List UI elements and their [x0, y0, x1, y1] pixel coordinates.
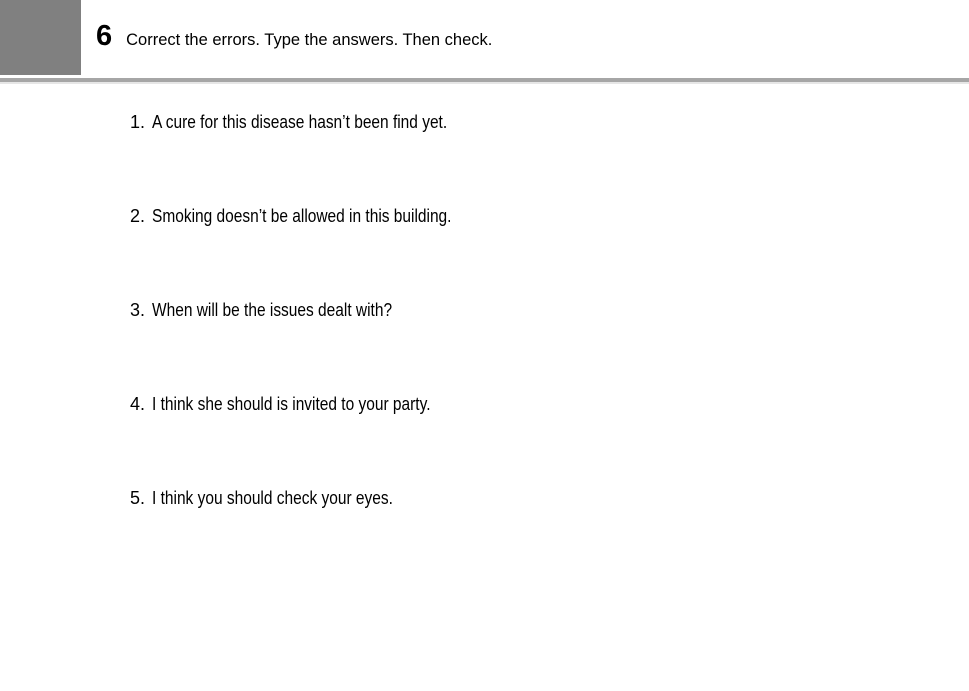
sentence-number: 5.	[130, 488, 146, 508]
exercise-number: 6	[96, 20, 113, 52]
sentence-item	[130, 204, 500, 298]
sentence-number: 1.	[130, 112, 146, 132]
sentence-text: Smoking doesn’t be allowed in this building.	[152, 206, 452, 226]
corner-block	[0, 0, 81, 75]
header-divider	[0, 78, 969, 82]
sentence-text: I think she should is invited to your party.	[152, 394, 431, 414]
sentence-number: 2.	[130, 206, 146, 226]
sentence-text: When will be the issues dealt with?	[152, 300, 393, 320]
sentence-item	[130, 486, 500, 580]
sentence-text: A cure for this disease hasn’t been find yet.	[152, 112, 448, 132]
sentence-list	[130, 110, 500, 580]
sentence-item	[130, 110, 500, 204]
sentence-text: I think you should check your eyes.	[152, 488, 393, 508]
sentence-item	[130, 392, 500, 486]
sentence-item	[130, 298, 500, 392]
sentence-number: 4.	[130, 394, 146, 414]
exercise-instruction: Correct the errors. Type the answers. Then check.	[126, 31, 493, 49]
exercise-header	[96, 22, 492, 62]
sentence-number: 3.	[130, 300, 146, 320]
